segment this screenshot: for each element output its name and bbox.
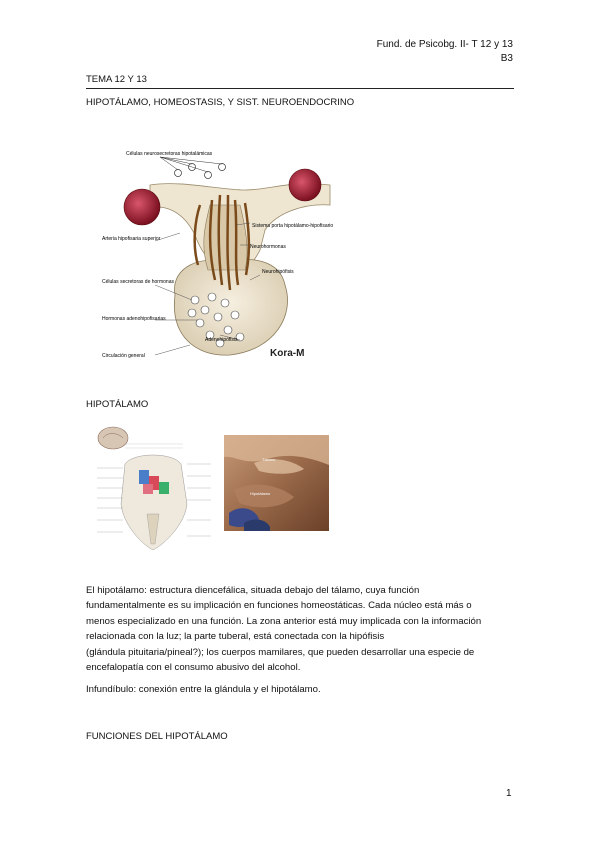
label-adenohypo-hormones: Hormonas adenohipofisarias xyxy=(102,316,166,322)
label-neurosecretory: Células neurosecretoras hipotalámicas xyxy=(126,151,213,157)
label-secretory-cells: Células secretoras de hormonas xyxy=(102,279,174,285)
section-title: HIPOTÁLAMO, HOMEOSTASIS, Y SIST. NEUROENDOCRINO xyxy=(86,97,355,108)
label-circulation: Circulación general xyxy=(102,353,145,359)
brain-slice-image xyxy=(224,435,329,531)
paragraph-line-2: fundamentalmente es su implicación en funciones homeostáticas. Cada núcleo está más o xyxy=(86,600,472,612)
subheading-hipotalamo: HIPOTÁLAMO xyxy=(86,399,149,410)
paragraph-line-5: (glándula pituitaria/pineal?); los cuerpos mamilares, que pueden desarrollar una especie de xyxy=(86,646,475,658)
brain-section-diagram xyxy=(95,424,213,550)
label-talamo: Tálamo xyxy=(262,457,276,462)
header-rule xyxy=(86,88,514,89)
pituitary-diagram xyxy=(100,145,360,375)
paragraph-line-4: relacionada con la luz; la parte tuberal, está conectada con la hipófisis xyxy=(86,631,385,643)
label-artery: Arteria hipofisaria superior xyxy=(102,236,161,242)
label-hipotalamo: Hipotálamo xyxy=(250,491,271,496)
paragraph-line-1: El hipotálamo: estructura diencefálica, situada debajo del tálamo, cuya función xyxy=(86,585,420,596)
paragraph-line-6: encefalopatía con el consumo abusivo del alcohol. xyxy=(86,662,301,674)
label-neurohypophysis: Neurohipófisis xyxy=(262,269,294,275)
functions-heading: FUNCIONES DEL HIPOTÁLAMO xyxy=(86,731,228,742)
header-course: Fund. de Psicobg. II- T 12 y 13 xyxy=(376,39,513,50)
hypothalamus-nuclei-diagram xyxy=(95,424,213,550)
hypothalamic-pituitary-figure xyxy=(100,145,360,375)
header-code: B3 xyxy=(500,53,513,64)
infundibulo-definition: Infundíbulo: conexión entre la glándula y el hipotálamo. xyxy=(86,684,321,695)
body-paragraph xyxy=(86,583,514,675)
label-neurohormones: Neurohormonas xyxy=(250,244,286,250)
paragraph-line-3: menos especializado en una función. La zona anterior está muy implicada con la información xyxy=(86,615,482,627)
watermark-kora-m: Kora-M xyxy=(270,348,305,359)
page-number: 1 xyxy=(506,788,512,799)
topic-title: TEMA 12 Y 13 xyxy=(86,74,147,85)
brain-photo xyxy=(224,435,329,531)
label-portal: Sistema porta hipotálamo-hipofisario xyxy=(252,223,334,229)
label-adenohypophysis: Adenohipófisis xyxy=(205,337,238,343)
